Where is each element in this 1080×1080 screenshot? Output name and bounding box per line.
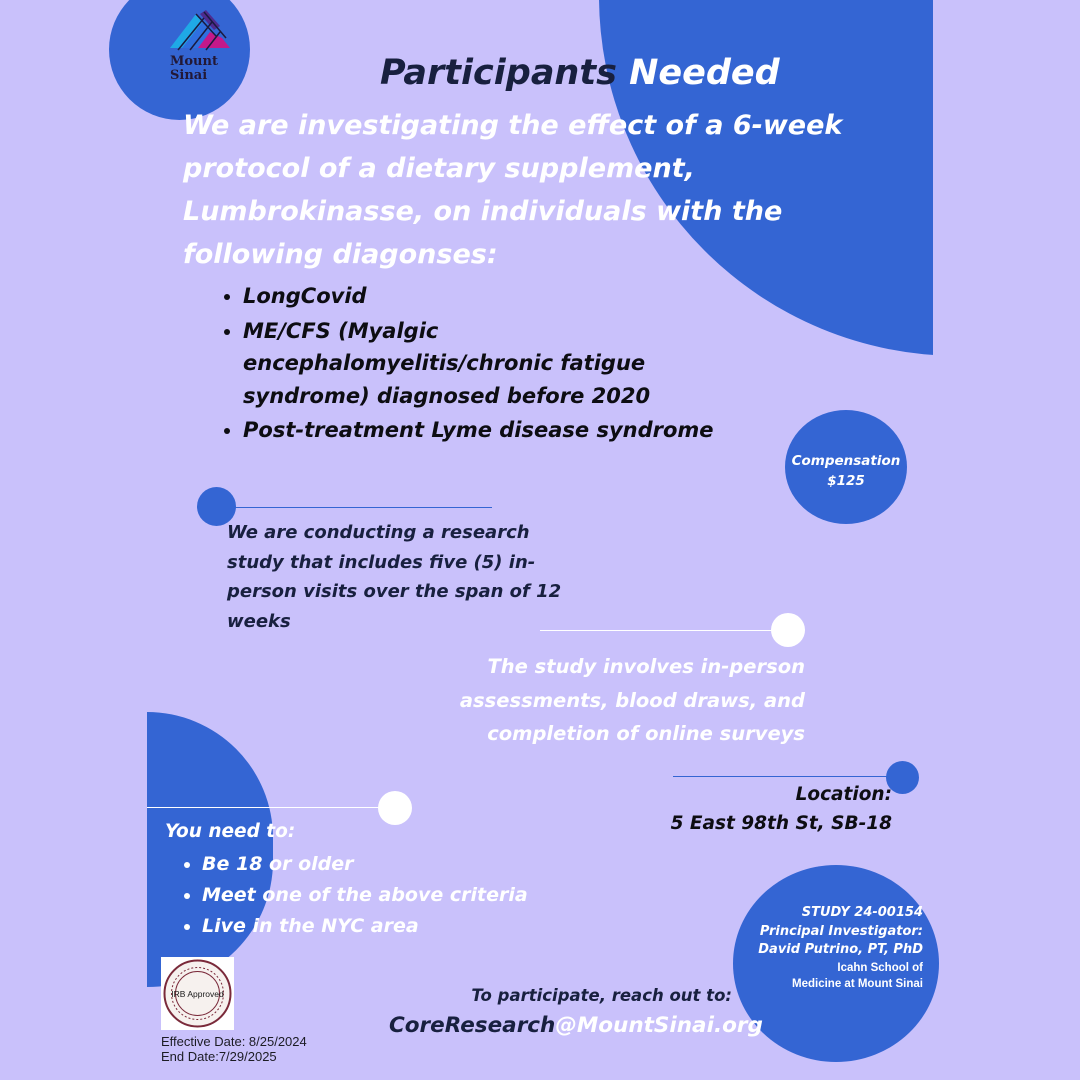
study-description: We are conducting a research study that includes five (5) in-person visits over the span of 12 weeks (227, 522, 562, 632)
page-title (380, 50, 780, 96)
connector-line (216, 507, 492, 508)
logo-line-1: Mount (170, 54, 218, 69)
requirements-heading: You need to: (165, 821, 296, 842)
compensation-label: Compensation (791, 453, 901, 469)
pi-label: Principal Investigator: (759, 923, 923, 939)
connector-line (540, 630, 790, 631)
connector-line (147, 807, 397, 808)
location-address: 5 East 98th St, SB-18 (670, 813, 892, 834)
logo-wordmark (170, 55, 240, 83)
title-part-1: Participants (380, 53, 617, 93)
institution-line-1: Icahn School of (837, 961, 923, 974)
institution-line-2: Medicine at Mount Sinai (792, 978, 923, 990)
study-involves-text: The study involves in-person assessments, blood draws, and completion of online surveys (459, 655, 805, 745)
diagnosis-item: • Post-treatment Lyme disease syndrome (243, 414, 743, 447)
requirement-item: • Live in the NYC area (202, 911, 622, 942)
requirement-item: • Be 18 or older (202, 849, 622, 880)
irb-approved-seal (161, 957, 234, 1030)
study-id: STUDY 24-00154 (801, 905, 923, 920)
requirement-item: • Meet one of the above criteria (202, 880, 622, 911)
contact-label: To participate, reach out to: (471, 986, 732, 1005)
location-block (640, 780, 892, 838)
compensation-badge (785, 451, 907, 491)
study-info (735, 904, 923, 993)
logo-line-2: Sinai (170, 68, 208, 83)
location-label: Location: (795, 784, 892, 805)
connector-line (673, 776, 903, 777)
requirements-list (180, 849, 622, 942)
irb-dates (161, 1035, 307, 1064)
connector-dot (378, 791, 412, 825)
intro-text: We are investigating the effect of a 6-week protocol of a dietary supplement, Lumbrokinasse, on individuals with the following diagonses: (183, 110, 843, 270)
diagnoses-list (217, 280, 743, 449)
compensation-amount: $125 (827, 473, 865, 489)
contact-email[interactable] (389, 1010, 763, 1042)
diagnosis-item: • LongCovid (243, 280, 743, 313)
connector-dot (771, 613, 805, 647)
end-date: End Date:7/29/2025 (161, 1048, 277, 1064)
irb-seal-icon (161, 957, 234, 1030)
irb-badge-text: IRB Approved (171, 989, 224, 999)
email-part-1: CoreResearch (389, 1013, 556, 1038)
background-mask (933, 0, 1080, 380)
email-part-2: @MountSinai.org (555, 1013, 763, 1038)
diagnosis-item: • ME/CFS (Myalgic encephalomyelitis/chronic fatigue syndrome) diagnosed before 2020 (243, 315, 743, 413)
mount-sinai-logo-icon (170, 10, 232, 54)
pi-name: David Putrino, PT, PhD (758, 942, 923, 957)
effective-date: Effective Date: 8/25/2024 (161, 1034, 307, 1049)
title-part-2: Needed (629, 53, 780, 93)
